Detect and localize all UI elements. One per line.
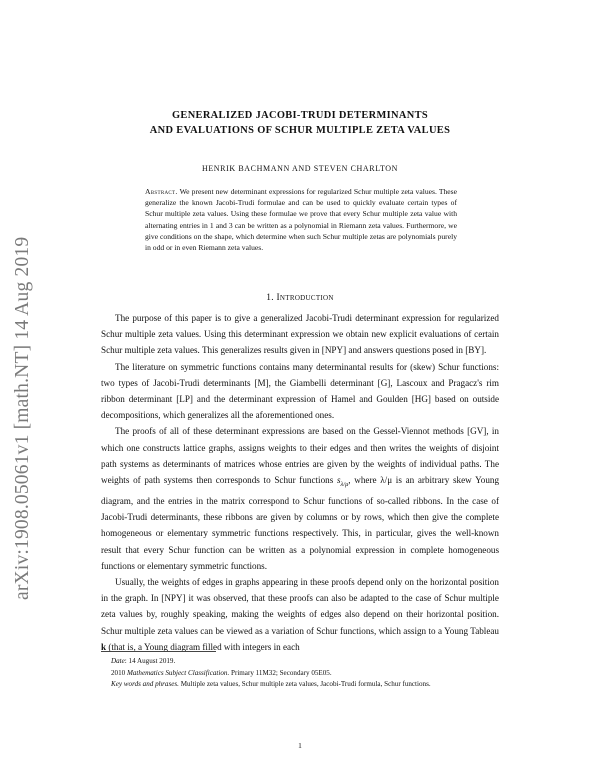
msc-prefix: 2010 [111, 668, 127, 677]
date-value: : 14 August 2019. [124, 657, 176, 665]
body-text [101, 310, 499, 655]
msc-value: Primary 11M32; Secondary 05E05. [229, 668, 332, 677]
paragraph-3-part-b: , where λ/μ is an arbitrary skew Young diagram, and the entries in the matrix correspond to Schur functions of so-called ribbons. In the case of Jacobi-Trudi determinants, these ribbons are given by columns or by rows, which then give the complete homogeneous or elementary symmetric functions respectively. This, in particular, gives the well-known result that every Schur function can be written as a polynomial expression in complete homogeneous functions or elementary symmetric functions. [101, 475, 500, 571]
schur-function-symbol: $s_{\lambda/\mu}$ [336, 475, 349, 488]
schur-function-subscript: λ/μ [340, 480, 349, 488]
footnotes [101, 656, 501, 691]
paragraph-4-part-a: Usually, the weights of edges in graphs appearing in these proofs depend only on the horizontal position in the graph. In [NPY] it was observed, that these proofs can also be adapted to the case of Schur multiple zeta values by, roughly speaking, making the weights of edges also depend on their horizontal position. Schur multiple zeta values can be viewed as a variation of Schur functions, which assign to a Young Tableau [101, 577, 499, 636]
msc-label: Mathematics Subject Classification. [126, 668, 230, 677]
paragraph-1: The purpose of this paper is to give a generalized Jacobi-Trudi determinant expression for regularized Schur multiple zeta values. Using this determinant expression we obtain new explicit evaluations of certain Schur multiple zeta values. This generalizes results given in [NPY] and answers questions posed in [BY]. [101, 313, 499, 356]
footnote-msc [101, 668, 501, 680]
arxiv-identifier[interactable]: arXiv:1908.05061v1 [math.NT] 14 Aug 2019 [12, 236, 33, 600]
footnote-keywords [101, 679, 501, 691]
keywords-label: Key words and phrases. [111, 680, 179, 688]
paper-title-line-1: GENERALIZED JACOBI-TRUDI DETERMINANTS [171, 110, 428, 121]
page-number: 1 [298, 741, 302, 750]
footnote-date [101, 656, 501, 668]
keywords-value: Multiple zeta values, Schur multiple zeta values, Jacobi-Trudi formula, Schur functions. [178, 680, 431, 688]
paragraph-4-part-b: (that is, a Young diagram filled with integers in each [106, 641, 300, 652]
footnote-rule [101, 651, 216, 652]
abstract [145, 186, 457, 253]
paragraph-3 [101, 423, 499, 574]
author-list: HENRIK BACHMANN AND STEVEN CHARLTON [201, 164, 399, 173]
section-heading: 1. Introduction [266, 293, 334, 303]
paragraph-2: The literature on symmetric functions contains many determinantal results for (skew) Schur functions: two types of Jacobi-Trudi determinants [M], the Giambelli determinant [G], Lascoux and Pragacz's rim ribbon determinant [LP] and the determinant expression of Hamel and Goulden [HG] based on outside decompositions, which generalizes all the aforementioned ones. [101, 361, 499, 421]
paragraph-4 [101, 574, 499, 655]
paper-title-line-2: AND EVALUATIONS OF SCHUR MULTIPLE ZETA VALUES [149, 125, 451, 136]
paragraph-3-part-a: The proofs of all of these determinant expressions are based on the Gessel-Viennot methods [GV], in which one constructs lattice graphs, assigns weights to their edges and then writes the weights of disjoint path systems as determinants of matrices whose entries are given by the weights of individual paths. The weights of path systems then corresponds to Schur functions [101, 426, 499, 486]
abstract-text: We present new determinant expressions for regularized Schur multiple zeta values. These generalize the known Jacobi-Trudi formulae and can be used to quickly evaluate certain types of Schur multiple zeta values. Using these formulae we prove that every Schur multiple zeta value with alternating entries in 1 and 3 can be written as a polynomial in Riemann zeta values. Furthermore, we give conditions on the shape, which determine when such Schur multiple zetas are polynomials purely in odd or in even Riemann zeta values. [145, 187, 457, 253]
young-tableau-symbol: k [101, 641, 107, 652]
abstract-label: Abstract. [145, 187, 178, 196]
date-label: Date [111, 657, 125, 665]
